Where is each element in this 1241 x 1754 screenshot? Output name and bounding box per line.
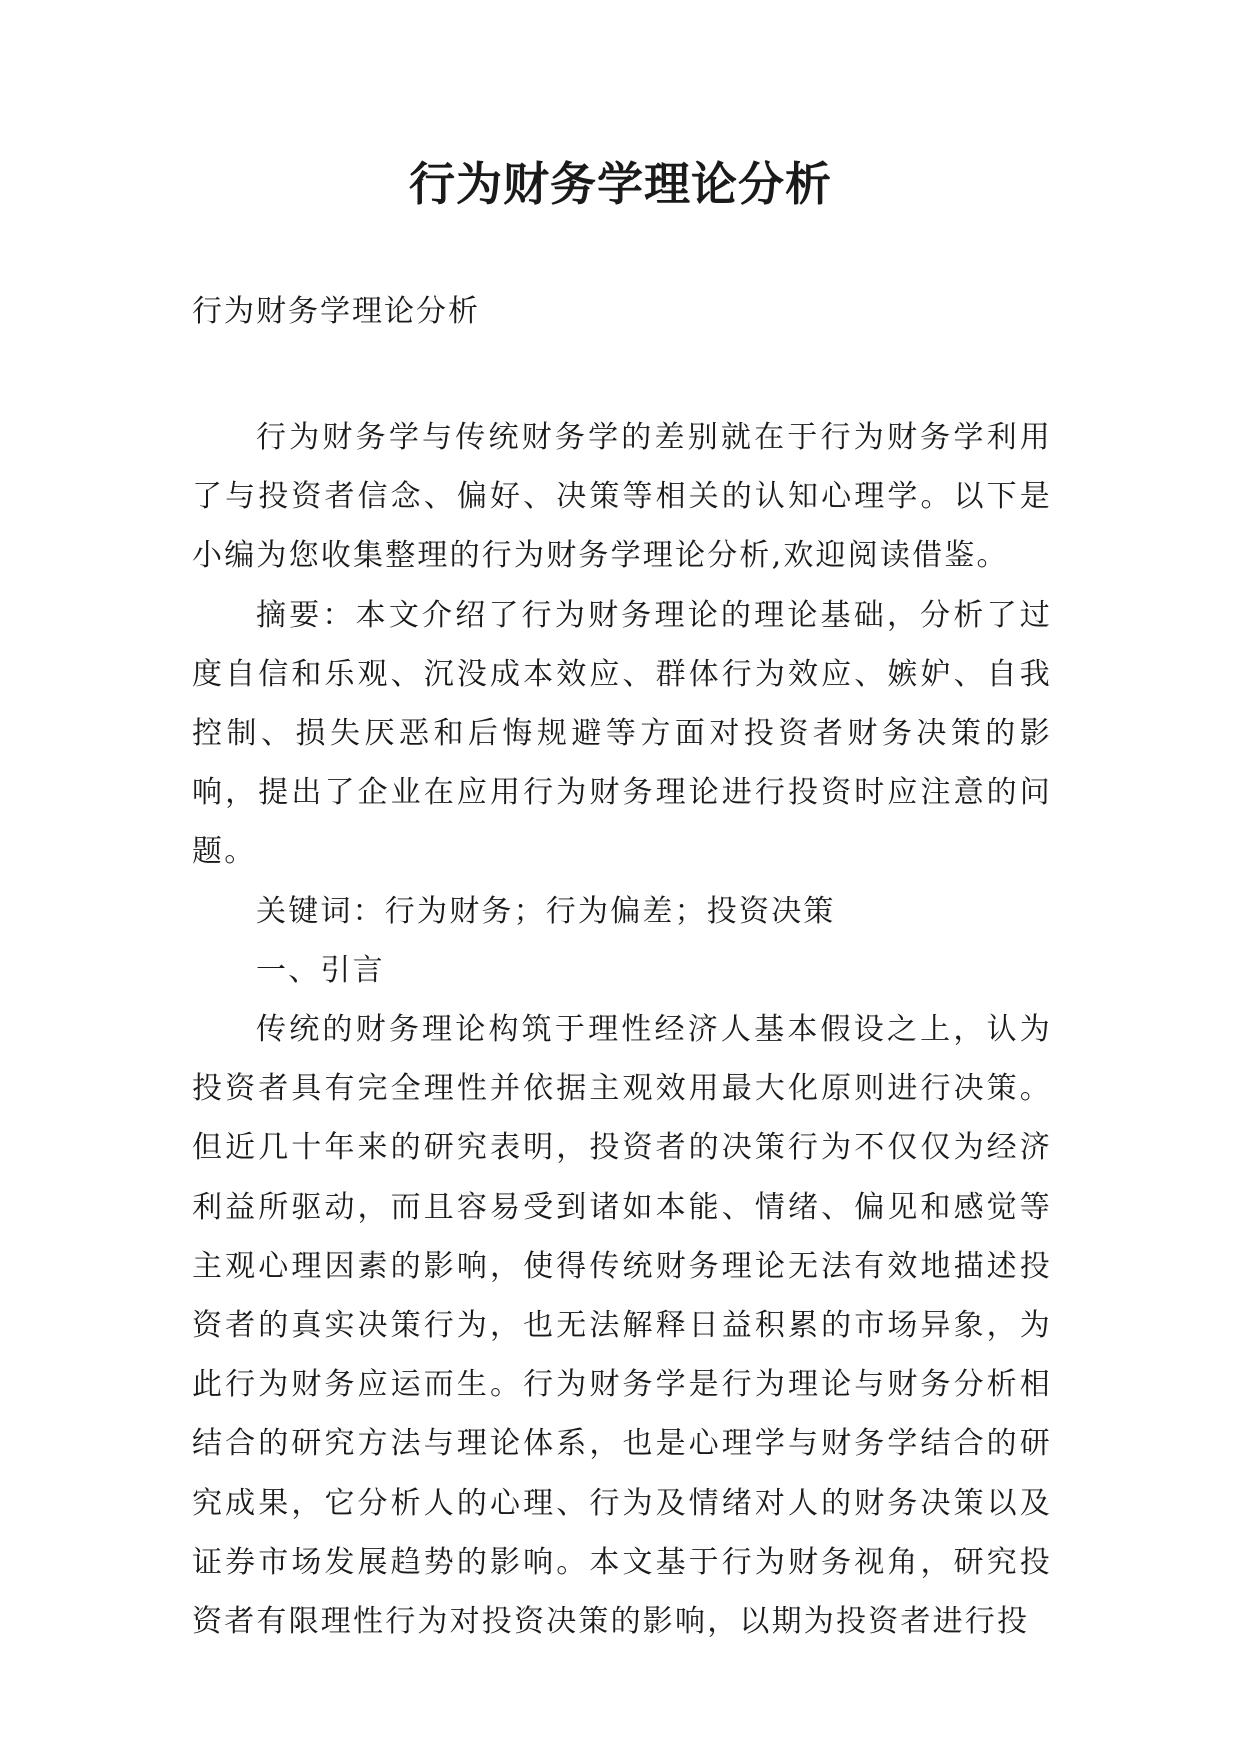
section-heading-introduction: 一、引言 — [256, 952, 385, 988]
introduction-paragraph: 传统的财务理论构筑于理性经济人基本假设之上，认为投资者具有完全理性并依据主观效用最大化原则进行决策。但近几十年来的研究表明，投资者的决策行为不仅仅为经济利益所驱动，而且容易受到诸如本能、情绪、偏见和感觉等主观心理因素的影响，使得传统财务理论无法有效地描述投资者的真实决策行为，也无法解释日益积累的市场异象，为此行为财务应运而生。行为财务学是行为理论与财务分析相结合的研究方法与理论体系，也是心理学与财务学结合的研究成果，它分析人的心理、行为及情绪对人的财务决策以及证券市场发展趋势的影响。本文基于行为财务视角，研究投资者有限理性行为对投资决策的影响，以期为投资者进行投 — [192, 1012, 1052, 1640]
intro-paragraph: 行为财务学与传统财务学的差别就在于行为财务学利用了与投资者信念、偏好、决策等相关的认知心理学。以下是小编为您收集整理的行为财务学理论分析,欢迎阅读借鉴。 — [192, 420, 1052, 574]
document-title: 行为财务学理论分析 — [409, 157, 832, 211]
document-body — [192, 408, 1052, 1651]
document-subtitle: 行为财务学理论分析 — [192, 294, 480, 329]
abstract-paragraph: 摘要：本文介绍了行为财务理论的理论基础，分析了过度自信和乐观、沉没成本效应、群体行为效应、嫉妒、自我控制、损失厌恶和后悔规避等方面对投资者财务决策的影响，提出了企业在应用行为财务理论进行投资时应注意的问题。 — [192, 597, 1052, 870]
keywords-paragraph: 关键词：行为财务；行为偏差；投资决策 — [256, 893, 836, 929]
